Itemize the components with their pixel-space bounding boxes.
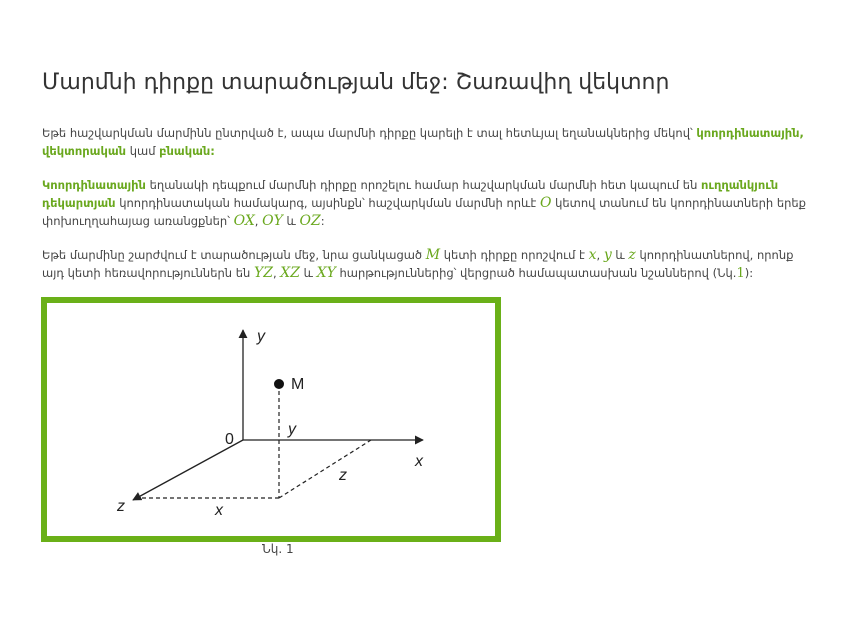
intro-paragraph bbox=[42, 124, 812, 160]
intro-or: կամ bbox=[126, 144, 160, 158]
coordinate-figure bbox=[41, 297, 501, 542]
position-paragraph bbox=[42, 246, 812, 283]
p3-text-1: Եթե մարմինը շարժվում է տարածության մեջ, նրա ցանկացած bbox=[42, 248, 426, 262]
p3-end: ): bbox=[744, 266, 754, 280]
p2-text-1: եղանակի դեպքում մարմնի դիրքը որոշելու համար հաշվարկման մարմնի հետ կապում են bbox=[145, 178, 702, 192]
math-fig-number: 1 bbox=[736, 266, 745, 281]
math-O: O bbox=[539, 195, 552, 211]
math-OZ: OZ bbox=[299, 213, 321, 229]
term-vector-link[interactable]: վեկտորական bbox=[42, 144, 127, 158]
math-OY: OY bbox=[262, 213, 283, 229]
x-segment-label: x bbox=[215, 502, 223, 519]
math-M: M bbox=[425, 247, 441, 263]
math-XY: XY bbox=[316, 265, 336, 281]
p2-end: : bbox=[320, 214, 325, 228]
math-XZ: XZ bbox=[280, 265, 300, 281]
x-axis-label: x bbox=[415, 453, 423, 470]
p2-text-3: կետով տանում են կոորդինատների երեք փոխուղղահայաց առանցքներ՝ bbox=[42, 196, 806, 228]
math-OX: OX bbox=[233, 213, 255, 229]
page-title: Մարմնի դիրքը տարածության մեջ: Շառավիղ վեկտոր bbox=[42, 70, 670, 95]
coordinate-diagram bbox=[47, 303, 495, 536]
z-projection-dashed bbox=[279, 440, 371, 498]
point-m-label: M bbox=[291, 376, 305, 393]
math-z: z bbox=[628, 247, 636, 263]
p3-comma-2: , bbox=[272, 266, 281, 280]
y-axis-label: y bbox=[257, 328, 265, 345]
z-axis-line bbox=[133, 440, 243, 500]
z-segment-label: z bbox=[339, 467, 347, 484]
term-natural-link[interactable]: բնական: bbox=[159, 144, 215, 158]
origin-label: 0 bbox=[225, 431, 234, 448]
p3-comma-1: , bbox=[596, 248, 604, 262]
p3-and-2: և bbox=[299, 266, 317, 280]
math-YZ: YZ bbox=[253, 265, 273, 281]
p2-text-2: կոորդինատական համակարգ, այսինքն՝ հաշվարկման մարմնի որևէ bbox=[115, 196, 540, 210]
coordinate-method-paragraph bbox=[42, 176, 812, 230]
y-segment-label: y bbox=[288, 421, 296, 438]
figure-caption: Նկ. 1 bbox=[262, 542, 294, 556]
p2-comma: , bbox=[254, 214, 263, 228]
math-y: y bbox=[603, 247, 612, 263]
term-cartesian[interactable]: ուղղանկյուն դեկարտյան bbox=[42, 178, 779, 210]
p2-and: և bbox=[282, 214, 300, 228]
math-x: x bbox=[588, 247, 597, 263]
point-m bbox=[274, 379, 284, 389]
p3-text-4: կոորդինատներով, որոնք այդ կետի հեռավորություններն են bbox=[42, 248, 794, 280]
z-axis-label: z bbox=[117, 498, 125, 515]
p3-text-2: կետի դիրքը որոշվում է bbox=[440, 248, 589, 262]
intro-text: Եթե հաշվարկման մարմինն ընտրված է, ապա մարմնի դիրքը կարելի է տալ հետևյալ եղանակներից մեկով՝ bbox=[42, 126, 697, 140]
p3-and-1: և bbox=[611, 248, 629, 262]
term-coordinate[interactable]: Կոորդինատային bbox=[42, 178, 146, 192]
p3-text-6: հարթություններից՝ վերցրած համապատասխան նշաններով (Նկ. bbox=[335, 266, 737, 280]
term-coordinate-link[interactable]: կոորդինատային, bbox=[696, 126, 804, 140]
